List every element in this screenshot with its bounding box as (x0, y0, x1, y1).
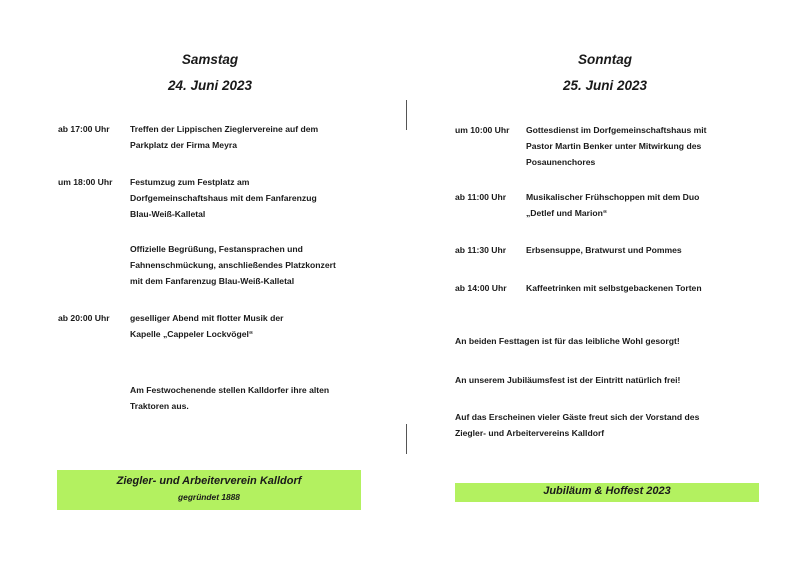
right-event-1-text: Gottesdienst im Dorfgemeinschaftshaus mit Pastor Martin Benker unter Mitwirkung des Posaunenchores (526, 125, 707, 167)
left-event-3-text: Offizielle Begrüßung, Festansprachen und Fahnenschmückung, anschließendes Platzkonzert mit dem Fanfarenzug Blau-Weiß-Kalletal (130, 244, 336, 286)
right-banner (455, 483, 759, 502)
fold-mark-top (406, 100, 407, 130)
right-event-4-time: ab 14:00 Uhr (455, 283, 507, 293)
right-event-2-text: Musikalischer Frühschoppen mit dem Duo „Detlef und Marion“ (526, 192, 700, 218)
fold-mark-bottom (406, 424, 407, 454)
right-event-4-text: Kaffeetrinken mit selbstgebackenen Torten (526, 283, 702, 293)
left-event-2-text: Festumzug zum Festplatz am Dorfgemeinschaftshaus mit dem Fanfarenzug Blau-Weiß-Kalletal (130, 177, 317, 219)
right-event-2-time: ab 11:00 Uhr (455, 192, 507, 202)
left-banner-title: Ziegler- und Arbeiterverein Kalldorf (116, 475, 302, 487)
right-event-3-time: ab 11:30 Uhr (455, 245, 507, 255)
right-date-title: 25. Juni 2023 (562, 78, 648, 93)
right-day-title: Sonntag (578, 52, 632, 67)
right-note-2: An unserem Jubiläumsfest ist der Eintritt natürlich frei! (455, 375, 681, 385)
left-event-2-time: um 18:00 Uhr (58, 177, 113, 187)
right-banner-title: Jubiläum & Hoffest 2023 (543, 485, 671, 497)
right-note-3: Auf das Erscheinen vieler Gäste freut sich der Vorstand des Ziegler- und Arbeitervereins Kalldorf (455, 412, 700, 438)
left-banner (57, 470, 361, 510)
left-event-5-text: Am Festwochenende stellen Kalldorfer ihre alten Traktoren aus. (130, 385, 330, 411)
left-day-title: Samstag (181, 52, 239, 67)
right-event-3-text: Erbsensuppe, Bratwurst und Pommes (526, 245, 682, 255)
left-event-1-text: Treffen der Lippischen Zieglervereine auf dem Parkplatz der Firma Meyra (130, 124, 319, 150)
left-event-1-time: ab 17:00 Uhr (58, 124, 110, 134)
left-date-title: 24. Juni 2023 (167, 78, 253, 93)
left-event-4-text: geselliger Abend mit flotter Musik der Kapelle „Cappeler Lockvögel“ (130, 313, 284, 339)
right-event-1-time: um 10:00 Uhr (455, 125, 510, 135)
left-banner-subtitle: gegründet 1888 (178, 492, 240, 502)
right-note-1: An beiden Festtagen ist für das leibliche Wohl gesorgt! (455, 336, 680, 346)
left-event-4-time: ab 20:00 Uhr (58, 313, 110, 323)
